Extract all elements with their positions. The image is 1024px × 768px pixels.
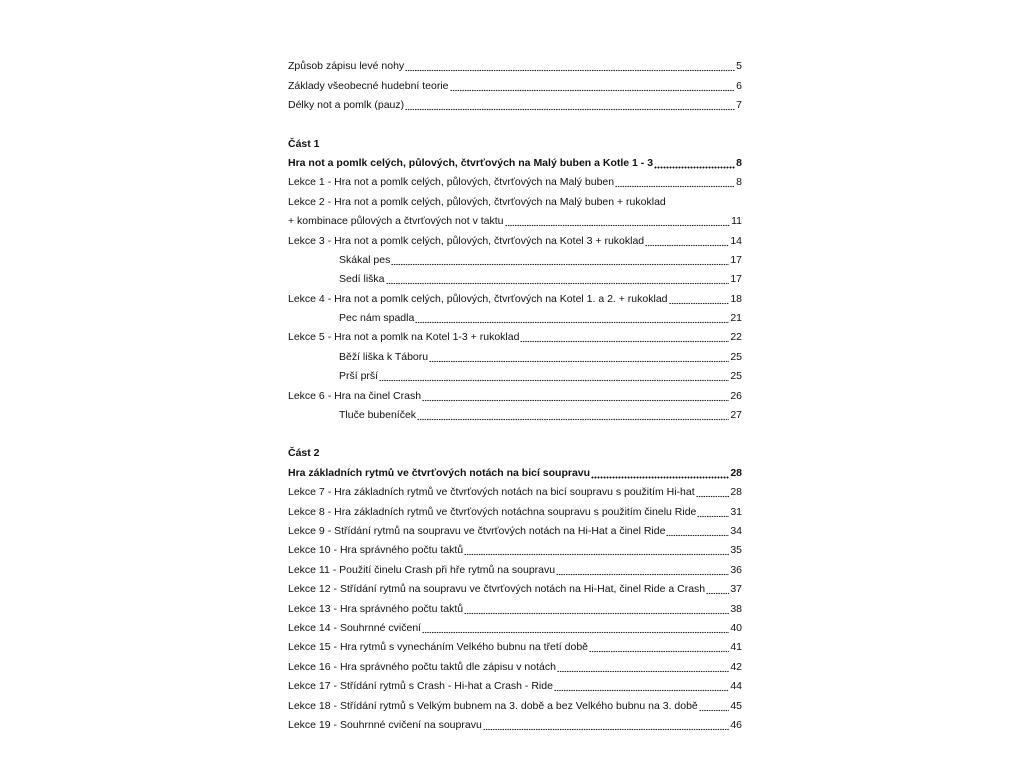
toc-entry-page: 25 xyxy=(730,350,742,363)
toc-entry[interactable] xyxy=(288,714,742,733)
toc-entry[interactable] xyxy=(288,481,742,500)
dot-leader xyxy=(429,360,729,363)
dot-leader xyxy=(654,166,735,169)
part-1-label xyxy=(288,132,742,151)
dot-leader xyxy=(645,244,729,247)
dot-leader xyxy=(422,399,729,402)
toc-entry-page: 27 xyxy=(730,409,742,422)
toc-entry[interactable] xyxy=(288,326,742,345)
toc-entry-continued[interactable] xyxy=(288,190,742,209)
toc-entry-page: 7 xyxy=(736,99,742,112)
dot-leader xyxy=(669,302,730,305)
toc-entry-title: Lekce 7 - Hra základních rytmů ve čtvrťových notách na bicí soupravu s použitím Hi-hat xyxy=(288,486,695,499)
dot-leader xyxy=(391,263,729,266)
dot-leader xyxy=(464,553,729,556)
toc-entry-page: 40 xyxy=(730,621,742,634)
toc-subentry[interactable] xyxy=(288,268,742,287)
toc-subentry[interactable] xyxy=(288,365,742,384)
toc-entry-page: 35 xyxy=(730,544,742,557)
toc-entry-title: Lekce 18 - Střídání rytmů s Velkým bubnem na 3. době a bez Velkého bubnu na 3. době xyxy=(288,699,698,712)
toc-entry-title: Lekce 12 - Střídání rytmů na soupravu ve čtvrťových notách na Hi-Hat, činel Ride a Crash xyxy=(288,583,706,596)
toc-subentry[interactable] xyxy=(288,307,742,326)
dot-leader xyxy=(706,592,729,595)
toc-entry-page: 22 xyxy=(730,331,742,344)
section-spacer xyxy=(288,423,742,442)
part-1-heading[interactable] xyxy=(288,152,742,171)
toc-entry-title: Lekce 8 - Hra základních rytmů ve čtvrťových notáchna soupravu s použitím činelu Ride xyxy=(288,505,697,518)
dot-leader xyxy=(386,282,730,285)
toc-entry[interactable] xyxy=(288,597,742,616)
toc-entry-page: 17 xyxy=(730,253,742,266)
toc-entry-page: 25 xyxy=(730,370,742,383)
toc-entry-page: 11 xyxy=(731,215,742,228)
dot-leader xyxy=(405,108,735,111)
toc-entry-page: 18 xyxy=(730,292,742,305)
dot-leader xyxy=(554,689,729,692)
dot-leader xyxy=(556,573,729,576)
part-2-label xyxy=(288,442,742,461)
table-of-contents xyxy=(288,55,742,733)
toc-entry-page: 31 xyxy=(730,505,742,518)
toc-entry[interactable] xyxy=(288,578,742,597)
toc-entry-title: Délky not a pomlk (pauz) xyxy=(288,99,405,112)
toc-entry[interactable] xyxy=(288,74,742,93)
dot-leader xyxy=(415,321,729,324)
toc-entry[interactable] xyxy=(288,636,742,655)
toc-entry-title: Lekce 6 - Hra na činel Crash xyxy=(288,389,422,402)
toc-entry-page: 6 xyxy=(736,79,742,92)
toc-entry-title: Sedí liška xyxy=(339,273,385,286)
toc-subentry[interactable] xyxy=(288,345,742,364)
toc-entry-page: 34 xyxy=(730,524,742,537)
toc-entry-title: Lekce 17 - Střídání rytmů s Crash - Hi-hat a Crash - Ride xyxy=(288,680,553,693)
toc-entry[interactable] xyxy=(288,171,742,190)
toc-entry-title: Lekce 14 - Souhrnné cvičení xyxy=(288,621,422,634)
toc-entry-title: Lekce 5 - Hra not a pomlk na Kotel 1-3 + rukoklad xyxy=(288,331,520,344)
toc-entry-page: 38 xyxy=(730,602,742,615)
toc-entry[interactable] xyxy=(288,558,742,577)
dot-leader xyxy=(557,670,729,673)
toc-entry-page: 8 xyxy=(736,176,742,189)
toc-entry-title: Lekce 10 - Hra správného počtu taktů xyxy=(288,544,464,557)
dot-leader xyxy=(483,728,730,731)
dot-leader xyxy=(450,89,736,92)
toc-heading-title: Hra not a pomlk celých, půlových, čtvrťových na Malý buben a Kotle 1 - 3 xyxy=(288,156,654,169)
dot-leader xyxy=(696,495,730,498)
toc-entry[interactable] xyxy=(288,675,742,694)
part-2-heading[interactable] xyxy=(288,461,742,480)
toc-entry-title: Skákal pes xyxy=(339,253,391,266)
toc-entry-page: 36 xyxy=(730,563,742,576)
toc-entry-title: Základy všeobecné hudební teorie xyxy=(288,79,449,92)
toc-entry-title: Lekce 19 - Souhrnné cvičení na soupravu xyxy=(288,718,482,731)
toc-entry[interactable] xyxy=(288,617,742,636)
toc-subentry[interactable] xyxy=(288,249,742,268)
toc-entry-title: Lekce 1 - Hra not a pomlk celých, půlových, čtvrťových na Malý buben xyxy=(288,176,615,189)
toc-entry-page: 14 xyxy=(730,234,742,247)
toc-entry-page: 44 xyxy=(730,680,742,693)
toc-entry[interactable] xyxy=(288,500,742,519)
toc-entry-page: 28 xyxy=(730,486,742,499)
part-2-label-text: Část 2 xyxy=(288,447,320,460)
toc-entry-title: Lekce 9 - Střídání rytmů na soupravu ve čtvrťových notách na Hi-Hat a činel Ride xyxy=(288,524,666,537)
toc-entry-page: 45 xyxy=(730,699,742,712)
dot-leader xyxy=(520,340,729,343)
dot-leader xyxy=(422,631,729,634)
toc-entry[interactable] xyxy=(288,655,742,674)
dot-leader xyxy=(505,224,731,227)
toc-entry-title: + kombinace půlových a čtvrťových not v taktu xyxy=(288,215,504,228)
toc-entry[interactable] xyxy=(288,210,742,229)
dot-leader xyxy=(417,418,729,421)
dot-leader xyxy=(697,515,729,518)
toc-entry-title: Lekce 4 - Hra not a pomlk celých, půlových, čtvrťových na Kotel 1. a 2. + rukoklad xyxy=(288,292,668,305)
toc-entry[interactable] xyxy=(288,694,742,713)
section-spacer xyxy=(288,113,742,132)
dot-leader xyxy=(699,709,730,712)
toc-heading-page: 28 xyxy=(730,466,742,479)
toc-entry-page: 17 xyxy=(730,273,742,286)
toc-entry-page: 42 xyxy=(730,660,742,673)
toc-entry[interactable] xyxy=(288,229,742,248)
toc-entry-title: Lekce 11 - Použití činelu Crash při hře rytmů na soupravu xyxy=(288,563,556,576)
toc-entry-title: Lekce 15 - Hra rytmů s vynecháním Velkého bubnu na třetí době xyxy=(288,641,589,654)
toc-entry-page: 26 xyxy=(730,389,742,402)
toc-entry-title: Pec nám spadla xyxy=(339,312,415,325)
toc-entry[interactable] xyxy=(288,94,742,113)
toc-entry-title: Způsob zápisu levé nohy xyxy=(288,60,405,73)
toc-entry-title: Běží liška k Táboru xyxy=(339,350,429,363)
dot-leader xyxy=(591,476,729,479)
toc-entry-page: 37 xyxy=(730,583,742,596)
toc-entry-page: 41 xyxy=(730,641,742,654)
toc-entry-title: Tluče bubeníček xyxy=(339,409,417,422)
toc-entry[interactable] xyxy=(288,539,742,558)
dot-leader xyxy=(405,69,735,72)
toc-entry-page: 46 xyxy=(730,718,742,731)
toc-entry[interactable] xyxy=(288,384,742,403)
part-1-label-text: Část 1 xyxy=(288,137,320,150)
toc-entry-page: 21 xyxy=(730,312,742,325)
toc-entry-page: 5 xyxy=(736,60,742,73)
toc-entry-title: Prší prší xyxy=(339,370,379,383)
dot-leader xyxy=(666,534,729,537)
toc-entry-title: Lekce 16 - Hra správného počtu taktů dle zápisu v notách xyxy=(288,660,556,673)
toc-entry-title: Lekce 3 - Hra not a pomlk celých, půlových, čtvrťových na Kotel 3 + rukoklad xyxy=(288,234,645,247)
toc-entry[interactable] xyxy=(288,55,742,74)
dot-leader xyxy=(379,379,729,382)
toc-subentry[interactable] xyxy=(288,404,742,423)
toc-heading-page: 8 xyxy=(736,156,742,169)
toc-entry[interactable] xyxy=(288,520,742,539)
dot-leader xyxy=(464,612,729,615)
dot-leader xyxy=(589,650,729,653)
dot-leader xyxy=(615,185,735,188)
toc-entry-title: Lekce 2 - Hra not a pomlk celých, půlových, čtvrťových na Malý buben + rukoklad xyxy=(288,195,666,208)
toc-entry-title: Lekce 13 - Hra správného počtu taktů xyxy=(288,602,464,615)
toc-heading-title: Hra základních rytmů ve čtvrťových notách na bicí soupravu xyxy=(288,466,591,479)
toc-entry[interactable] xyxy=(288,287,742,306)
